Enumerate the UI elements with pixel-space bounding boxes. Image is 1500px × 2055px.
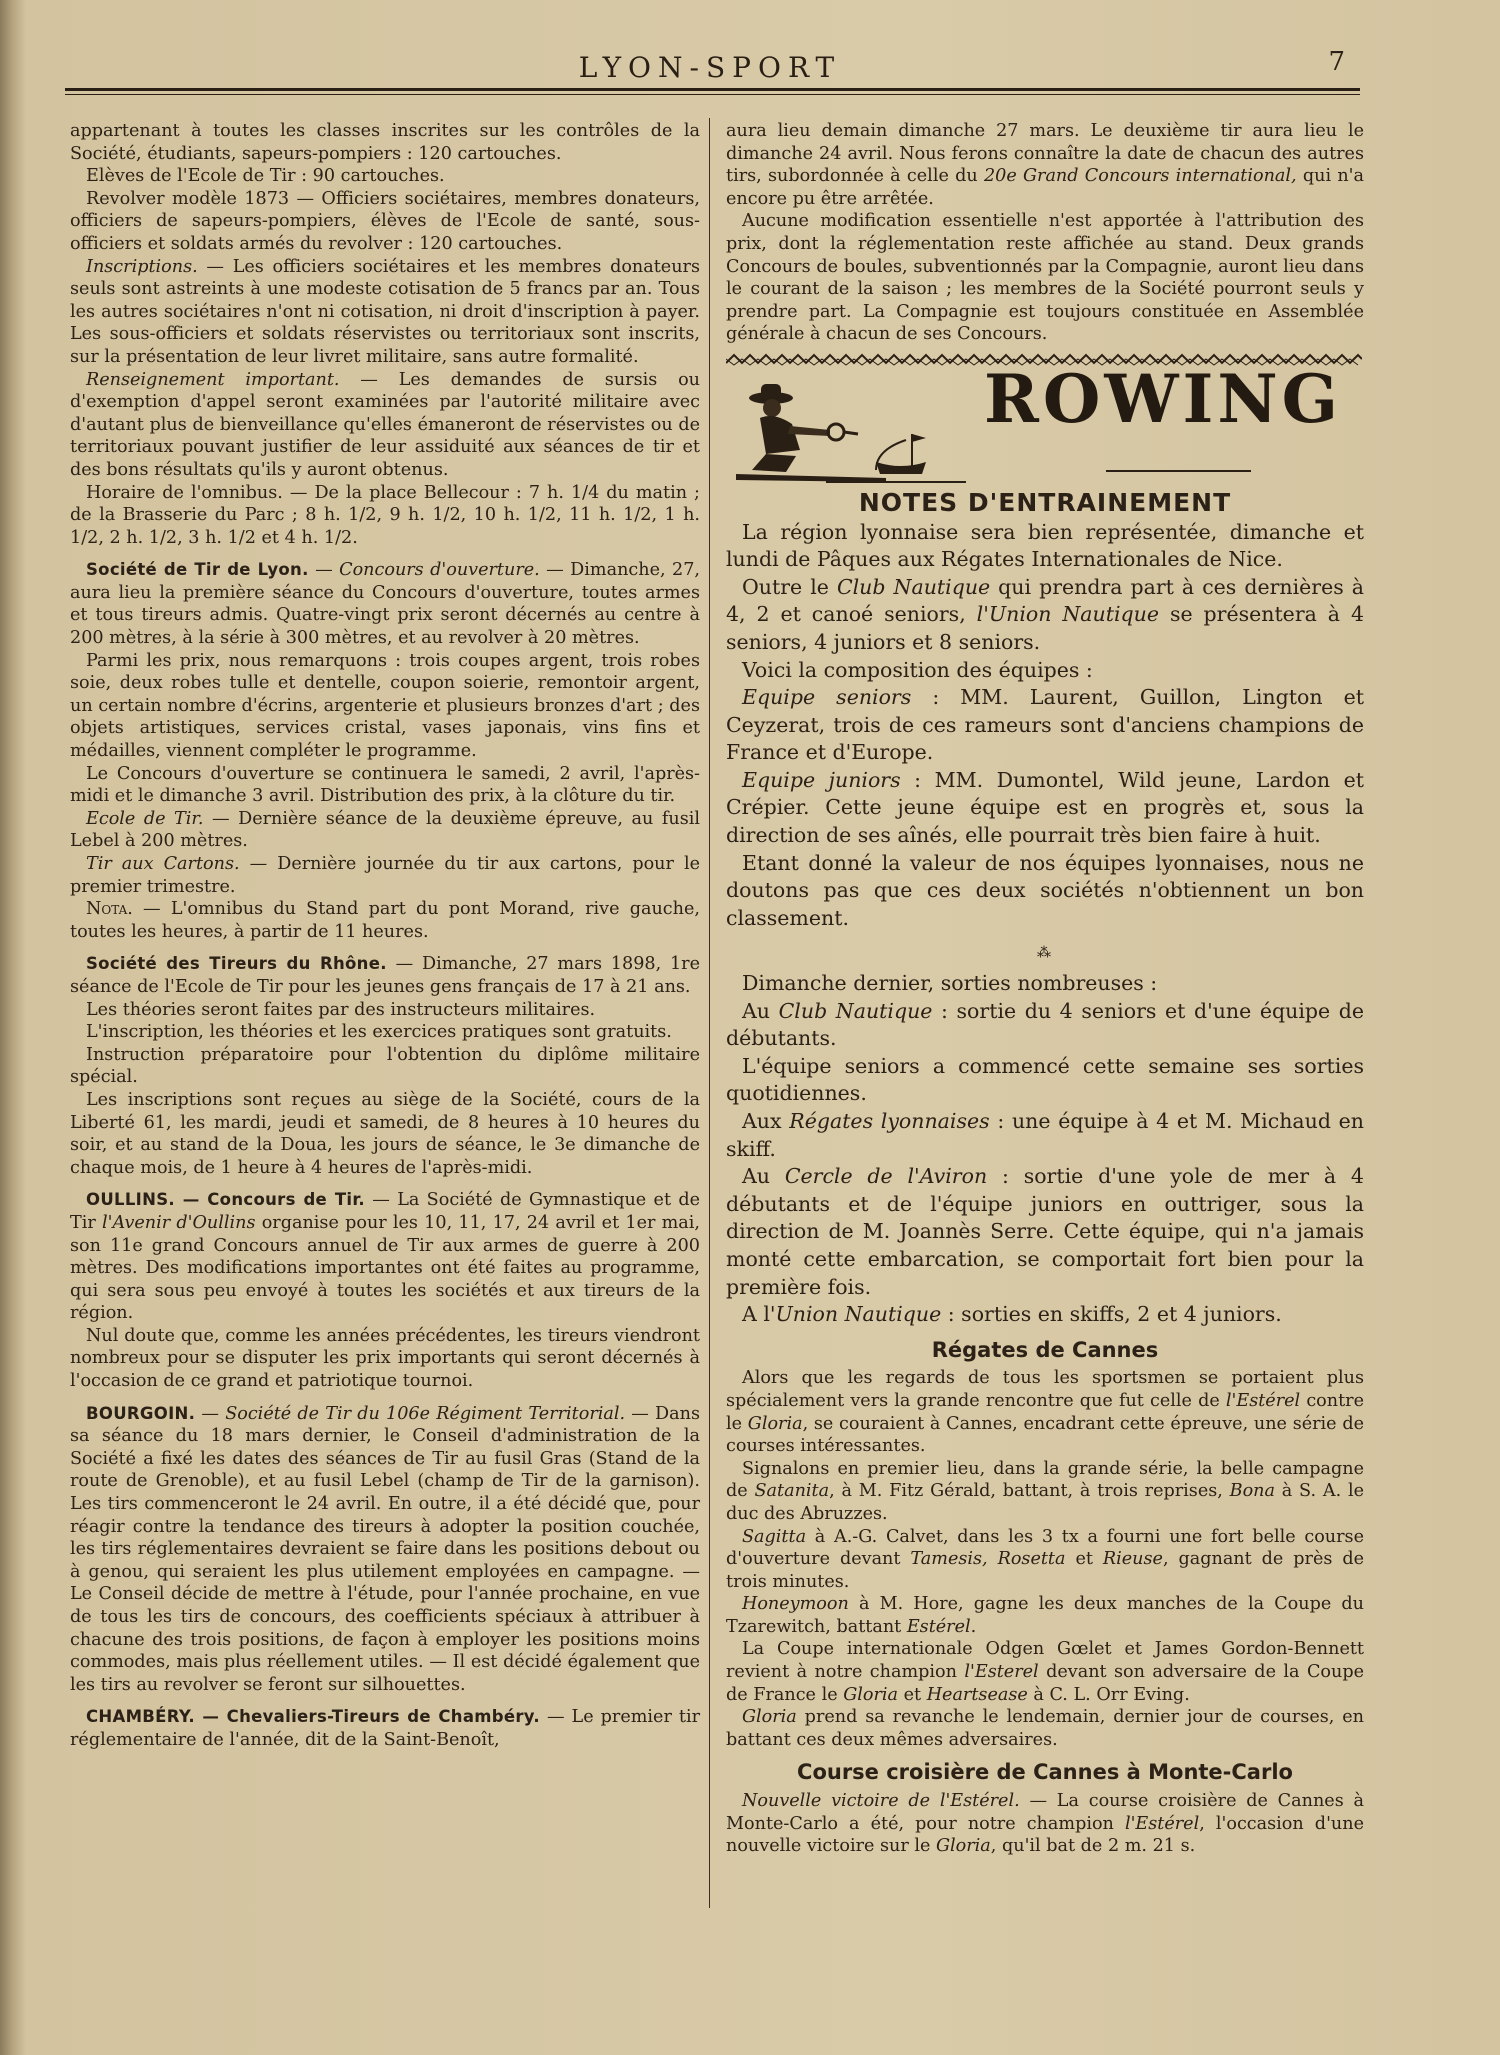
run-italic: Gloria [843, 1684, 899, 1705]
paragraph: Les inscriptions sont reçues au siège de la Société, cours de la Liberté 61, les mardi, jeudi et samedi, de 8 heures à 10 heures du soir, et au stand de la Doua, les jours de séance, le 3e dimanche de chaque mois, de 1 heure à 4 heures de l'après-midi. [70, 1089, 700, 1178]
run-italic: Régates lyonnaises [789, 1109, 990, 1133]
run-italic: Estérel [906, 1616, 971, 1637]
run-text: : sorties en skiffs, 2 et 4 juniors. [941, 1302, 1282, 1327]
run-italic: Heartsease [926, 1684, 1028, 1705]
run-text: — Dans sa séance du 18 mars dernier, le Conseil d'administration de la Société a fixé les dates des séances de Tir au fusil Gras (Stand de la route de Grenoble), et au fusil Lebel (champ de Tir de la garnison). Les tirs commenceront le 24 avril. En outre, il a été décidé que, pour réagir contre la tendance des tireurs à adopter la position couchée, les tirs réglementaires devraient se faire dans les positions debout ou à genou, qui seraient les plus utilement employées en campagne. — Le Conseil décide de mettre à l'étude, pour l'année prochaine, en vue de tous les tirs de concours, des coefficients spéciaux à attribuer à chacune des trois positions, de façon à employer les positions moins commodes, mais plus réellement utiles. — Il est décidé également que les tirs au revolver se feront sur silhouettes. [70, 1403, 701, 1695]
run-label: Inscriptions. [86, 256, 198, 277]
paragraph: Le Concours d'ouverture se continuera le samedi, 2 avril, l'après-midi et le dimanche 3 avril. Distribution des prix, à la clôture du tir. [70, 763, 700, 807]
run-label: Ecole de Tir. [86, 808, 204, 829]
run-text: : sortie d'une yole de mer à 4 débutants et de l'équipe juniors en outtriger, sous la direction de M. Joannès Serre. Cette équipe, qui n'a jamais monté cette embarcation, se comportait fort bien pour la première fois. [726, 1164, 1364, 1299]
section-heading: BOURGOIN. [86, 1403, 196, 1423]
run-text: : MM. Dumontel, Wild jeune, Lardon et Crépier. Cette jeune équipe est en progrès et, sous la direction de ses aînés, elle pourrait très bien faire à huit. [726, 767, 1364, 848]
run-label: Nota. [86, 899, 133, 920]
run-text: contre le [726, 1390, 1364, 1434]
run-text: — [308, 560, 340, 581]
section-tireurs-du-rhone [70, 953, 700, 998]
run-italic: l'Union Nautique [976, 602, 1159, 627]
rower-illustration-icon [726, 370, 966, 488]
paragraph: appartenant à toutes les classes inscrites sur les contrôles de la Société, étudiants, sapeurs-pompiers : 120 cartouches. [70, 121, 700, 164]
cannes-regatta [726, 1367, 1364, 1751]
run-text: : MM. Laurent, Guillon, Lington et Ceyzerat, trois de ces rameurs sont d'anciens champions de France et d'Europe. [726, 685, 1364, 765]
rowing-title: ROWING [984, 359, 1343, 438]
run-text: à A.-G. Calvet, dans les 3 tx a fourni une fort belle course d'ouverture devant [726, 1526, 1364, 1570]
paragraph [726, 1790, 1364, 1858]
run-text: , à M. Fitz Gérald, battant, à trois reprises, [829, 1481, 1230, 1502]
title-underline [1106, 470, 1251, 472]
run-text: Outre le [742, 574, 837, 599]
paragraph [726, 1593, 1364, 1638]
run-text: devant son adversaire de la Coupe de France le [726, 1662, 1365, 1705]
section-title-cannes: Régates de Cannes [931, 1337, 1159, 1362]
paragraph [726, 1638, 1364, 1706]
paragraph [726, 1163, 1364, 1301]
paragraph [70, 256, 700, 369]
paragraph: Etant donné la valeur de nos équipes lyonnaises, nous ne doutons pas que ces deux sociétés n'obtiennent un bon classement. [726, 850, 1364, 930]
run-text: — Les demandes de sursis ou d'exemption d'appel seront examinées par l'autorité militaire avec d'autant plus de bienveillance qu'elles émaneront de réservistes ou de territoriaux pouvant justifier de leur assiduité aux séances de tir et des bons résultats qu'ils y auront obtenus. [70, 369, 700, 480]
paragraph: Horaire de l'omnibus. — De la place Bellecour : 7 h. 1/4 du matin ; de la Brasserie du Parc ; 8 h. 1/2, 9 h. 1/2, 10 h. 1/2, 11 h. 1/2, 1 h. 1/2, 2 h. 1/2, 3 h. 1/2 et 4 h. 1/2. [70, 482, 700, 548]
run-text: — Dimanche, 27, aura lieu la première séance du Concours d'ouverture, toutes armes et tous tireurs admis. Quatre-vingt prix seront décernés au centre à 200 mètres, à la série à 300 mètres, et au revolver à 20 mètres. [70, 560, 700, 649]
run-text: , se couraient à Cannes, encadrant cette épreuve, une série de courses intéressantes. [726, 1413, 1364, 1457]
run-italic: l'Estérel [1225, 1390, 1301, 1411]
section-title-croisiere: Course croisière de Cannes à Monte-Carlo [797, 1760, 1293, 1785]
run-italic: l'Estérel [1124, 1813, 1200, 1834]
paragraph [726, 574, 1364, 657]
run-text: : une équipe à 4 et M. Michaud en skiff. [726, 1109, 1364, 1161]
run-text: , qu'il bat de 2 m. 21 s. [990, 1836, 1196, 1857]
run-italic: Tamesis, Rosetta [910, 1549, 1066, 1570]
paragraph [70, 898, 700, 943]
run-italic: Club Nautique [836, 574, 991, 599]
run-text: Aux [742, 1109, 790, 1133]
run-text: et [1065, 1549, 1103, 1570]
run-text: à C. L. Orr Eving. [1027, 1684, 1190, 1705]
paragraph [70, 808, 700, 853]
run-text: — L'omnibus du Stand part du pont Morand, rive gauche, toutes les heures, à partir de 11 heures. [70, 899, 700, 942]
paragraph: L'équipe seniors a commencé cette semaine ses sorties quotidiennes. [726, 1053, 1364, 1106]
run-text: à S. A. le duc des Abruzzes. [726, 1481, 1364, 1524]
paragraph: L'inscription, les théories et les exercices pratiques sont gratuits. [86, 1022, 672, 1043]
paragraph: Dimanche dernier, sorties nombreuses : [742, 971, 1158, 996]
paragraph [726, 120, 1364, 210]
paragraph [726, 684, 1364, 767]
run-label: Renseignement important. [86, 369, 340, 390]
run-text: — [195, 1403, 226, 1424]
run-italic: l'Avenir d'Oullins [102, 1212, 256, 1233]
run-text: qui n'a encore pu être arrêtée. [726, 166, 1364, 209]
asterism-divider: ⁂ [1037, 945, 1053, 962]
run-italic: 20e Grand Concours international, [983, 166, 1297, 187]
run-italic: Nouvelle victoire de l'Estérel. [742, 1791, 1020, 1812]
right-column [726, 120, 1364, 1858]
masthead: LYON-SPORT [578, 51, 842, 84]
paragraph: Aucune modification essentielle n'est apportée à l'attribution des prix, dont la réglementation reste affichée au stand. Deux grands Concours de boules, subventionnés par la Compagnie, auront lieu dans le courant de la saison ; les membres de la Société pourront seuls y prendre part. La Compagnie est toujours constituée en Assemblée générale à chacun de ses Concours. [726, 211, 1364, 345]
section-title-notes: NOTES D'ENTRAINEMENT [858, 487, 1232, 517]
section-heading: OULLINS. — Concours de Tir. [86, 1190, 365, 1210]
paragraph: Les théories seront faites par des instructeurs militaires. [86, 999, 596, 1020]
section-societe-de-tir-de-lyon [70, 559, 700, 649]
run-italic: Gloria [935, 1836, 991, 1857]
paragraph [70, 369, 700, 482]
header-rule-thin [65, 94, 1360, 95]
run-italic: Union Nautique [775, 1302, 942, 1327]
run-text: Au [742, 998, 779, 1023]
run-italic: Sagitta [742, 1526, 807, 1547]
paragraph: Instruction préparatoire pour l'obtention du diplôme militaire spécial. [70, 1044, 700, 1088]
paragraph [726, 1108, 1364, 1163]
run-italic: Club Nautique [778, 998, 933, 1023]
run-label: Société de Tir du 106e Régiment Territorial. [225, 1403, 626, 1424]
page-number: 7 [1328, 47, 1345, 77]
training-notes [726, 519, 1364, 1329]
column-divider [709, 118, 710, 1908]
section-heading: Société des Tireurs du Rhône. [86, 954, 387, 974]
run-text: — Les officiers sociétaires et les membres donateurs seuls sont astreints à une modeste cotisation de 5 francs par an. Tous les autres sociétaires n'ont ni cotisation, ni droit d'inscription à payer. Les sous-officiers et soldats réservistes ou territoriaux sont inscrits, sur la présentation de leur livret militaire, sans autre formalité. [70, 256, 700, 367]
run-text: A l' [742, 1302, 776, 1327]
run-text: Alors que les regards de tous les sportsmen se portaient plus spécialement vers la grande rencontre que fut celle de [726, 1368, 1364, 1411]
run-text: et [898, 1684, 927, 1705]
run-italic: Equipe juniors [742, 767, 901, 792]
paragraph: Voici la composition des équipes : [742, 657, 1093, 682]
run-text: à M. Hore, gagne les deux manches de la Coupe du Tzarewitch, battant [726, 1594, 1364, 1637]
run-italic: Satanita [754, 1481, 830, 1502]
run-text: prend sa revanche le lendemain, dernier jour de courses, en battant ces deux mêmes adversaires. [726, 1707, 1364, 1750]
run-text: — Le premier tir réglementaire de l'année, dit de la Saint-Benoît, [70, 1707, 701, 1750]
paragraph: Nul doute que, comme les années précédentes, les tireurs viendront nombreux pour se disputer les prix importants qui seront décernés à l'occasion de ce grand et patriotique tournoi. [70, 1325, 700, 1392]
run-text: , gagnant de près de trois minutes. [726, 1549, 1365, 1592]
run-text: , l'occasion d'une nouvelle victoire sur le [726, 1813, 1364, 1857]
run-text: — Dimanche, 27 mars 1898, 1re séance de l'Ecole de Tir pour les jeunes gens français de 17 à 21 ans. [70, 954, 700, 997]
run-text: La Coupe internationale Odgen Gœlet et James Gordon-Bennett revient à notre champion [726, 1639, 1364, 1683]
run-text: organise pour les 10, 11, 17, 24 avril et 1er mai, son 11e grand Concours annuel de Tir aux armes de guerre à 200 mètres. Des modifications importantes ont été faites au programme, qui sera sous peu envoyé à toutes les sociétés et aux tireurs de la région. [70, 1212, 700, 1324]
paragraph [726, 998, 1364, 1053]
run-text: se présentera à 4 seniors, 4 juniors et 8 seniors. [726, 602, 1364, 654]
run-label: Concours d'ouverture. [339, 560, 540, 581]
run-italic: Cercle de l'Aviron [784, 1164, 988, 1189]
monte-carlo-race [726, 1790, 1364, 1858]
run-italic: Equipe seniors [742, 685, 912, 710]
section-bourgoin [70, 1403, 700, 1697]
paragraph [726, 1526, 1364, 1594]
run-text: . [970, 1616, 977, 1637]
run-italic: Rieuse [1102, 1549, 1163, 1570]
run-text: — La course croisière de Cannes à Monte-Carlo a été, pour notre champion [726, 1791, 1364, 1834]
run-text: — Dernière journée du tir aux cartons, pour le premier trimestre. [70, 854, 700, 897]
run-italic: Gloria [747, 1413, 803, 1434]
section-oullins [70, 1189, 700, 1325]
header-rule [65, 88, 1360, 91]
paragraph: Elèves de l'Ecole de Tir : 90 cartouches. [86, 166, 445, 187]
paragraph [726, 1458, 1364, 1526]
rowing-banner [726, 359, 1364, 488]
paragraph [726, 767, 1364, 850]
section-heading: Société de Tir de Lyon. [86, 560, 309, 580]
run-text: qui prendra part à ces dernières à 4, 2 et canoé seniors, [726, 574, 1364, 627]
run-text: — La Société de Gymnastique et de Tir [70, 1190, 700, 1233]
paragraph: Revolver modèle 1873 — Officiers sociétaires, membres donateurs, officiers de sapeurs-pompiers, élèves de l'Ecole de santé, sous-officiers et soldats armés du revolver : 120 cartouches. [70, 188, 700, 254]
run-text: : sortie du 4 seniors et d'une équipe de débutants. [726, 998, 1364, 1051]
run-label: Tir aux Cartons. [86, 854, 240, 874]
run-italic: Bona [1229, 1481, 1275, 1502]
run-text: aura lieu demain dimanche 27 mars. Le deuxième tir aura lieu le dimanche 24 avril. Nous ferons connaître la date de chacun des autres tirs, subordonnée à celle du [726, 121, 1364, 187]
paragraph [726, 1301, 1364, 1329]
left-column [70, 120, 700, 1752]
section-chambery [70, 1706, 700, 1751]
run-text: — Dernière séance de la deuxième épreuve, au fusil Lebel à 200 mètres. [70, 808, 700, 852]
run-text: Au [742, 1164, 785, 1189]
paragraph: Parmi les prix, nous remarquons : trois coupes argent, trois robes soie, deux robes tulle et dentelle, coupon soierie, remontoir argent, un certain nombre d'écrins, argenterie et plusieurs bronzes d'art ; des objets artistiques, services cristal, vases japonais, vins fins et médailles, viennent compléter le programme. [70, 650, 700, 762]
run-italic: l'Esterel [964, 1662, 1039, 1683]
paragraph [726, 1367, 1364, 1457]
paragraph: La région lyonnaise sera bien représentée, dimanche et lundi de Pâques aux Régates Internationales de Nice. [726, 519, 1364, 572]
paragraph [70, 853, 700, 898]
paragraph [726, 1706, 1364, 1751]
run-italic: Honeymoon [742, 1594, 849, 1615]
run-text: Signalons en premier lieu, dans la grande série, la belle campagne de [726, 1458, 1364, 1502]
section-heading: CHAMBÉRY. — Chevaliers-Tireurs de Chambéry. [86, 1707, 540, 1727]
run-italic: Gloria [742, 1707, 797, 1728]
